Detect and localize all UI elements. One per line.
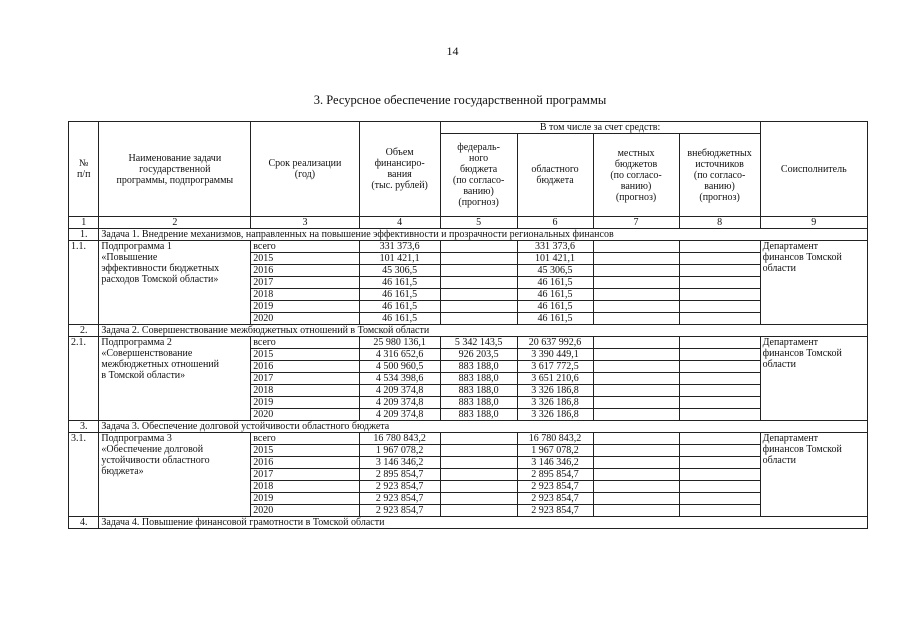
period-cell: 2017 xyxy=(251,469,359,481)
federal-cell: 883 188,0 xyxy=(440,361,517,373)
regional-cell: 3 617 772,5 xyxy=(517,361,593,373)
table-row xyxy=(69,433,868,445)
period-cell: 2018 xyxy=(251,385,359,397)
extra-cell xyxy=(679,457,760,469)
local-cell xyxy=(593,337,679,349)
column-number: 6 xyxy=(517,217,593,229)
regional-cell: 16 780 843,2 xyxy=(517,433,593,445)
task-text: Задача 3. Обеспечение долговой устойчивости областного бюджета xyxy=(99,421,868,433)
volume-cell: 3 146 346,2 xyxy=(359,457,440,469)
local-cell xyxy=(593,265,679,277)
extra-cell xyxy=(679,337,760,349)
period-cell: 2018 xyxy=(251,289,359,301)
extra-cell xyxy=(679,397,760,409)
header-executor: Соисполнитель xyxy=(760,122,867,217)
task-number: 1. xyxy=(69,229,99,241)
federal-cell: 5 342 143,5 xyxy=(440,337,517,349)
federal-cell xyxy=(440,241,517,253)
page-number: 14 xyxy=(446,44,459,58)
local-cell xyxy=(593,505,679,517)
federal-cell xyxy=(440,277,517,289)
table-row xyxy=(69,337,868,349)
volume-cell: 331 373,6 xyxy=(359,241,440,253)
period-cell: 2018 xyxy=(251,481,359,493)
regional-cell: 46 161,5 xyxy=(517,289,593,301)
federal-cell: 926 203,5 xyxy=(440,349,517,361)
volume-cell: 4 209 374,8 xyxy=(359,409,440,421)
volume-cell: 2 923 854,7 xyxy=(359,493,440,505)
volume-cell: 46 161,5 xyxy=(359,289,440,301)
task-row xyxy=(69,325,868,337)
table-row xyxy=(69,241,868,253)
extra-cell xyxy=(679,493,760,505)
header-regional: областного бюджета xyxy=(517,134,593,217)
regional-cell: 101 421,1 xyxy=(517,253,593,265)
federal-cell xyxy=(440,445,517,457)
local-cell xyxy=(593,289,679,301)
local-cell xyxy=(593,313,679,325)
federal-cell xyxy=(440,505,517,517)
column-number: 4 xyxy=(359,217,440,229)
extra-cell xyxy=(679,409,760,421)
extra-cell xyxy=(679,481,760,493)
federal-cell xyxy=(440,433,517,445)
executor-cell: Департамент финансов Томской области xyxy=(760,241,867,325)
column-number: 2 xyxy=(99,217,251,229)
regional-cell: 2 923 854,7 xyxy=(517,481,593,493)
header-group: В том числе за счет средств: xyxy=(440,122,760,134)
federal-cell xyxy=(440,481,517,493)
federal-cell xyxy=(440,313,517,325)
local-cell xyxy=(593,349,679,361)
extra-cell xyxy=(679,469,760,481)
period-cell: 2020 xyxy=(251,409,359,421)
local-cell xyxy=(593,241,679,253)
federal-cell xyxy=(440,265,517,277)
subprogram-number: 1.1. xyxy=(69,241,99,325)
volume-cell: 4 534 398,6 xyxy=(359,373,440,385)
column-number: 1 xyxy=(69,217,99,229)
local-cell xyxy=(593,385,679,397)
subprogram-name: Подпрограмма 2 «Совершенствование межбюджетных отношений в Томской области» xyxy=(99,337,251,421)
header-num: № п/п xyxy=(69,122,99,217)
federal-cell xyxy=(440,289,517,301)
executor-cell: Департамент финансов Томской области xyxy=(760,433,867,517)
period-cell: 2019 xyxy=(251,397,359,409)
local-cell xyxy=(593,277,679,289)
federal-cell xyxy=(440,493,517,505)
local-cell xyxy=(593,457,679,469)
local-cell xyxy=(593,361,679,373)
local-cell xyxy=(593,373,679,385)
executor-cell: Департамент финансов Томской области xyxy=(760,337,867,421)
task-number: 3. xyxy=(69,421,99,433)
volume-cell: 1 967 078,2 xyxy=(359,445,440,457)
federal-cell: 883 188,0 xyxy=(440,385,517,397)
volume-cell: 46 161,5 xyxy=(359,277,440,289)
federal-cell xyxy=(440,469,517,481)
local-cell xyxy=(593,253,679,265)
extra-cell xyxy=(679,433,760,445)
volume-cell: 25 980 136,1 xyxy=(359,337,440,349)
header-local: местных бюджетов (по согласо- ванию) (прогноз) xyxy=(593,134,679,217)
header-extra: внебюджетных источников (по согласо- ванию) (прогноз) xyxy=(679,134,760,217)
task-text: Задача 4. Повышение финансовой грамотности в Томской области xyxy=(99,517,868,529)
subprogram-number: 3.1. xyxy=(69,433,99,517)
column-number-row xyxy=(69,217,868,229)
extra-cell xyxy=(679,505,760,517)
column-number: 9 xyxy=(760,217,867,229)
local-cell xyxy=(593,409,679,421)
local-cell xyxy=(593,397,679,409)
column-number: 3 xyxy=(251,217,359,229)
volume-cell: 2 923 854,7 xyxy=(359,505,440,517)
period-cell: всего xyxy=(251,433,359,445)
extra-cell xyxy=(679,385,760,397)
local-cell xyxy=(593,301,679,313)
period-cell: 2019 xyxy=(251,301,359,313)
extra-cell xyxy=(679,301,760,313)
period-cell: 2016 xyxy=(251,361,359,373)
period-cell: 2015 xyxy=(251,253,359,265)
federal-cell: 883 188,0 xyxy=(440,397,517,409)
regional-cell: 3 651 210,6 xyxy=(517,373,593,385)
regional-cell: 46 161,5 xyxy=(517,301,593,313)
federal-cell xyxy=(440,457,517,469)
regional-cell: 20 637 992,6 xyxy=(517,337,593,349)
task-row xyxy=(69,421,868,433)
extra-cell xyxy=(679,289,760,301)
regional-cell: 46 161,5 xyxy=(517,313,593,325)
document-title: 3. Ресурсное обеспечение государственной программы xyxy=(313,93,607,107)
regional-cell: 331 373,6 xyxy=(517,241,593,253)
extra-cell xyxy=(679,253,760,265)
regional-cell: 3 326 186,8 xyxy=(517,409,593,421)
regional-cell: 3 390 449,1 xyxy=(517,349,593,361)
subprogram-name: Подпрограмма 3 «Обеспечение долговой устойчивости областного бюджета» xyxy=(99,433,251,517)
regional-cell: 2 923 854,7 xyxy=(517,505,593,517)
federal-cell: 883 188,0 xyxy=(440,409,517,421)
extra-cell xyxy=(679,265,760,277)
header-federal: федераль- ного бюджета (по согласо- ванию) (прогноз) xyxy=(440,134,517,217)
column-number: 7 xyxy=(593,217,679,229)
local-cell xyxy=(593,445,679,457)
period-cell: 2019 xyxy=(251,493,359,505)
local-cell xyxy=(593,493,679,505)
extra-cell xyxy=(679,445,760,457)
volume-cell: 46 161,5 xyxy=(359,313,440,325)
volume-cell: 4 209 374,8 xyxy=(359,397,440,409)
period-cell: 2020 xyxy=(251,313,359,325)
regional-cell: 3 326 186,8 xyxy=(517,385,593,397)
subprogram-number: 2.1. xyxy=(69,337,99,421)
regional-cell: 3 146 346,2 xyxy=(517,457,593,469)
resource-table xyxy=(68,121,868,529)
volume-cell: 16 780 843,2 xyxy=(359,433,440,445)
period-cell: 2016 xyxy=(251,265,359,277)
extra-cell xyxy=(679,373,760,385)
task-number: 2. xyxy=(69,325,99,337)
local-cell xyxy=(593,433,679,445)
task-row xyxy=(69,517,868,529)
regional-cell: 2 895 854,7 xyxy=(517,469,593,481)
task-text: Задача 1. Внедрение механизмов, направленных на повышение эффективности и прозрачности региональных финансов xyxy=(99,229,868,241)
volume-cell: 46 161,5 xyxy=(359,301,440,313)
task-number: 4. xyxy=(69,517,99,529)
extra-cell xyxy=(679,349,760,361)
volume-cell: 45 306,5 xyxy=(359,265,440,277)
local-cell xyxy=(593,469,679,481)
regional-cell: 46 161,5 xyxy=(517,277,593,289)
header-volume: Объем финансиро- вания (тыс. рублей) xyxy=(359,122,440,217)
local-cell xyxy=(593,481,679,493)
regional-cell: 45 306,5 xyxy=(517,265,593,277)
task-text: Задача 2. Совершенствование межбюджетных отношений в Томской области xyxy=(99,325,868,337)
period-cell: всего xyxy=(251,241,359,253)
period-cell: 2017 xyxy=(251,277,359,289)
regional-cell: 3 326 186,8 xyxy=(517,397,593,409)
volume-cell: 101 421,1 xyxy=(359,253,440,265)
period-cell: 2015 xyxy=(251,349,359,361)
volume-cell: 2 895 854,7 xyxy=(359,469,440,481)
period-cell: 2017 xyxy=(251,373,359,385)
header-name: Наименование задачи государственной программы, подпрограммы xyxy=(99,122,251,217)
regional-cell: 1 967 078,2 xyxy=(517,445,593,457)
federal-cell: 883 188,0 xyxy=(440,373,517,385)
header-period: Срок реализации (год) xyxy=(251,122,359,217)
period-cell: 2016 xyxy=(251,457,359,469)
subprogram-name: Подпрограмма 1 «Повышение эффективности бюджетных расходов Томской области» xyxy=(99,241,251,325)
volume-cell: 4 209 374,8 xyxy=(359,385,440,397)
period-cell: 2020 xyxy=(251,505,359,517)
federal-cell xyxy=(440,301,517,313)
extra-cell xyxy=(679,313,760,325)
volume-cell: 4 316 652,6 xyxy=(359,349,440,361)
column-number: 8 xyxy=(679,217,760,229)
extra-cell xyxy=(679,277,760,289)
period-cell: 2015 xyxy=(251,445,359,457)
regional-cell: 2 923 854,7 xyxy=(517,493,593,505)
period-cell: всего xyxy=(251,337,359,349)
federal-cell xyxy=(440,253,517,265)
task-row xyxy=(69,229,868,241)
extra-cell xyxy=(679,361,760,373)
column-number: 5 xyxy=(440,217,517,229)
volume-cell: 2 923 854,7 xyxy=(359,481,440,493)
volume-cell: 4 500 960,5 xyxy=(359,361,440,373)
extra-cell xyxy=(679,241,760,253)
